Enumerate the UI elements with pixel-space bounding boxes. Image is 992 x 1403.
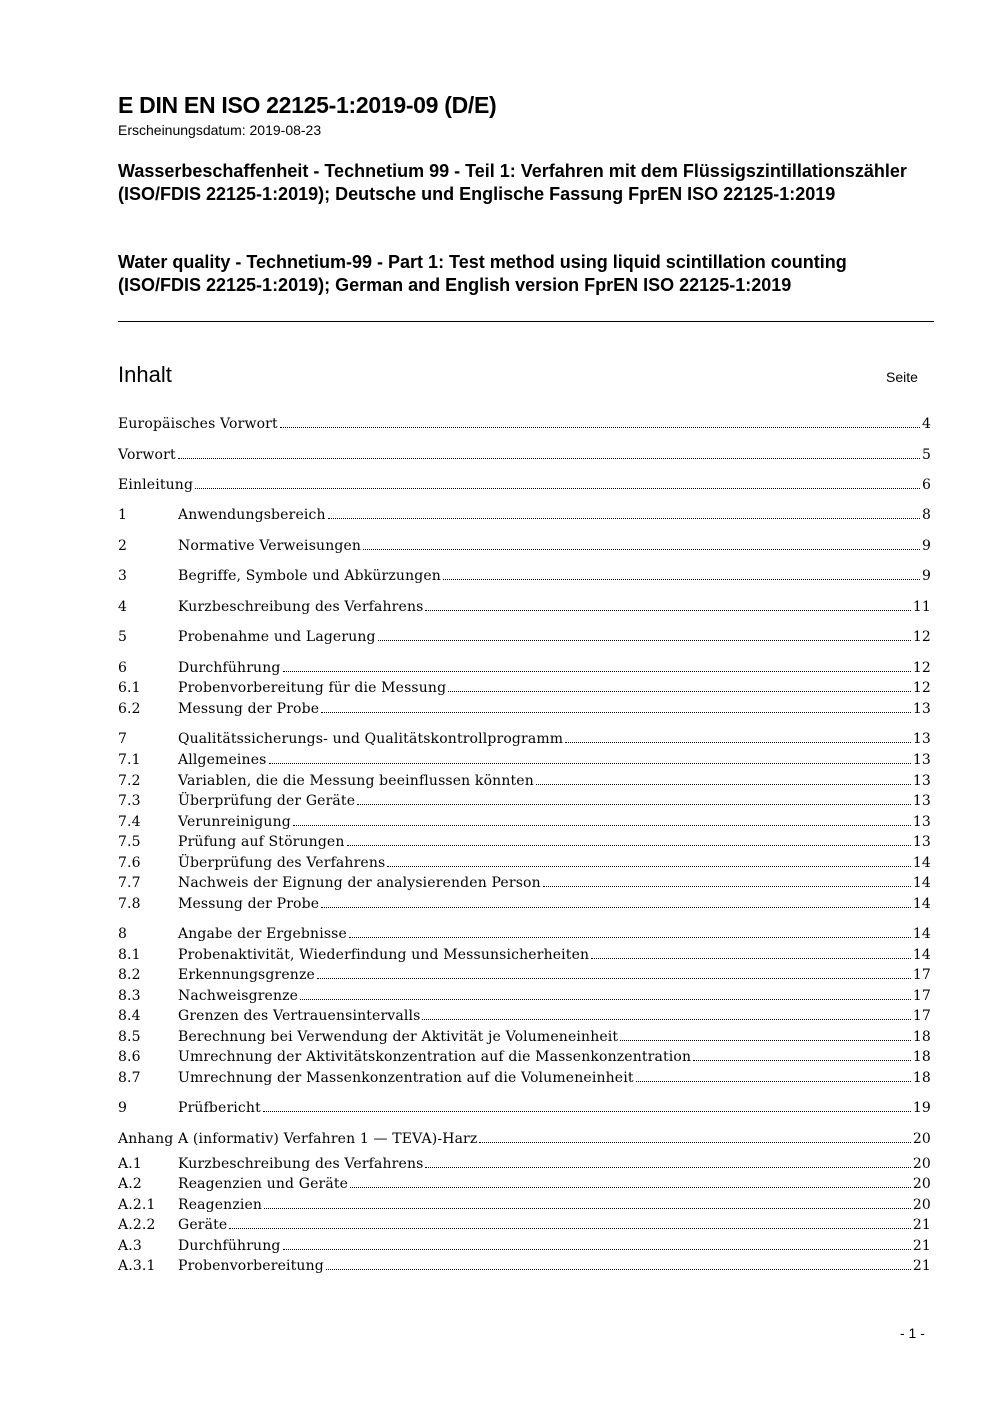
toc-entry-page: 21 (912, 1238, 931, 1254)
toc-dot-leader (326, 1268, 911, 1270)
toc-entry-page: 12 (912, 660, 931, 676)
toc-entry[interactable] (118, 814, 931, 835)
toc-entry-page: 21 (912, 1217, 931, 1233)
toc-entry[interactable] (118, 1008, 931, 1029)
toc-entry-page: 6 (921, 477, 931, 493)
toc-entry-title: Umrechnung der Aktivitätskonzentration auf die Massenkonzentration (178, 1049, 692, 1065)
toc-entry[interactable] (118, 875, 931, 896)
toc-entry[interactable] (118, 731, 931, 752)
toc-entry-number: 6.1 (118, 680, 141, 696)
toc-dot-leader (425, 609, 910, 611)
toc-entry-title: Berechnung bei Verwendung der Aktivität je Volumeneinheit (178, 1029, 619, 1045)
toc-entry[interactable] (118, 599, 931, 620)
toc-entry-page: 20 (912, 1131, 931, 1147)
toc-entry-title: Variablen, die die Messung beeinflussen könnten (178, 773, 534, 789)
toc-entry-number: A.2.1 (118, 1197, 156, 1213)
toc-entry[interactable] (118, 1238, 931, 1259)
toc-entry[interactable] (118, 773, 931, 794)
toc-entry[interactable] (118, 660, 931, 681)
toc-entry-page: 4 (921, 416, 931, 432)
toc-entry-title: Probenahme und Lagerung (178, 629, 376, 645)
toc-dot-leader (448, 690, 911, 692)
toc-entry-number: 8.7 (118, 1070, 141, 1086)
toc-entry[interactable] (118, 1258, 931, 1279)
toc-entry-page: 14 (912, 896, 931, 912)
toc-entry-page: 20 (912, 1176, 931, 1192)
toc-entry-number: 8 (118, 926, 128, 942)
toc-entry-title: Verunreinigung (178, 814, 291, 830)
toc-dot-leader (479, 1141, 910, 1143)
toc-dot-leader (195, 487, 920, 489)
document-title: E DIN EN ISO 22125-1:2019-09 (D/E) (118, 92, 497, 118)
toc-dot-leader (328, 517, 920, 519)
toc-entry-title: Probenaktivität, Wiederfindung und Messunsicherheiten (178, 947, 590, 963)
toc-entry-title: Europäisches Vorwort (118, 416, 278, 432)
toc-entry[interactable] (118, 896, 931, 917)
toc-entry-title: Anhang A (informativ) Verfahren 1 — TEVA)-Harz (118, 1131, 478, 1147)
toc-entry-number: 1 (118, 507, 128, 523)
toc-entry-page: 13 (912, 701, 931, 717)
toc-entry-title: Prüfbericht (178, 1100, 261, 1116)
toc-dot-leader (443, 578, 920, 580)
toc-entry-title: Begriffe, Symbole und Abkürzungen (178, 568, 441, 584)
header-divider (118, 321, 934, 322)
toc-entry-page: 18 (912, 1070, 931, 1086)
toc-dot-leader (636, 1080, 911, 1082)
toc-entry-page: 9 (921, 538, 931, 554)
toc-entry[interactable] (118, 538, 931, 559)
toc-entry-number: 7.4 (118, 814, 141, 830)
toc-entry-title: Überprüfung des Verfahrens (178, 855, 386, 871)
toc-entry-title: Prüfung auf Störungen (178, 834, 345, 850)
toc-dot-leader (321, 711, 911, 713)
toc-dot-leader (269, 762, 911, 764)
toc-entry-page: 13 (912, 814, 931, 830)
toc-entry-title: Kurzbeschreibung des Verfahrens (178, 1156, 424, 1172)
toc-entry-page: 18 (912, 1049, 931, 1065)
toc-entry-page: 14 (912, 926, 931, 942)
toc-dot-leader (347, 844, 911, 846)
toc-entry-title: Messung der Probe (178, 896, 320, 912)
toc-entry-title: Erkennungsgrenze (178, 967, 315, 983)
toc-entry-page: 12 (912, 629, 931, 645)
toc-entry-page: 9 (921, 568, 931, 584)
toc-dot-leader (693, 1059, 911, 1061)
toc-entry[interactable] (118, 793, 931, 814)
toc-entry-page: 5 (921, 447, 931, 463)
toc-entry-title: Normative Verweisungen (178, 538, 362, 554)
toc-entry-title: Probenvorbereitung (178, 1258, 324, 1274)
toc-entry[interactable] (118, 1100, 931, 1121)
toc-entry[interactable] (118, 1049, 931, 1070)
toc-entry-title: Allgemeines (178, 752, 267, 768)
toc-entry-number: 8.3 (118, 988, 141, 1004)
toc-entry-number: 9 (118, 1100, 128, 1116)
toc-entry[interactable] (118, 752, 931, 773)
toc-entry-title: Probenvorbereitung für die Messung (178, 680, 447, 696)
toc-entry[interactable] (118, 1029, 931, 1050)
title-english: Water quality - Technetium-99 - Part 1: Test method using liquid scintillation counting (ISO/FDIS 22125-1:2019); German and English version FprEN ISO 22125-1:2019 (118, 252, 847, 295)
toc-entry-page: 20 (912, 1156, 931, 1172)
toc-entry-number: 7.6 (118, 855, 141, 871)
toc-entry-title: Nachweisgrenze (178, 988, 299, 1004)
toc-entry-page: 17 (912, 988, 931, 1004)
toc-entry[interactable] (118, 1176, 931, 1197)
toc-dot-leader (363, 548, 920, 550)
toc-dot-leader (283, 670, 911, 672)
toc-entry[interactable] (118, 988, 931, 1009)
toc-entry-page: 12 (912, 680, 931, 696)
toc-entry-title: Messung der Probe (178, 701, 320, 717)
toc-entry-number: 6 (118, 660, 128, 676)
toc-entry-page: 13 (912, 773, 931, 789)
toc-dot-leader (317, 977, 911, 979)
toc-entry-number: 8.5 (118, 1029, 141, 1045)
toc-entry-page: 13 (912, 752, 931, 768)
publication-date: Erscheinungsdatum: 2019-08-23 (118, 122, 322, 138)
toc-entry[interactable] (118, 1197, 931, 1218)
toc-entry-number: A.2 (118, 1176, 142, 1192)
toc-entry[interactable] (118, 629, 931, 650)
toc-dot-leader (425, 1166, 910, 1168)
toc-entry[interactable] (118, 1217, 931, 1238)
toc-entry-number: 7.1 (118, 752, 141, 768)
toc-entry-page: 17 (912, 967, 931, 983)
toc-dot-leader (378, 639, 911, 641)
toc-entry[interactable] (118, 680, 931, 701)
toc-entry-number: 4 (118, 599, 128, 615)
toc-entry-title: Qualitätssicherungs- und Qualitätskontrollprogramm (178, 731, 564, 747)
toc-dot-leader (591, 957, 911, 959)
toc-dot-leader (300, 998, 911, 1000)
toc-dot-leader (536, 783, 911, 785)
toc-entry-number: 5 (118, 629, 128, 645)
toc-entry-title: Angabe der Ergebnisse (178, 926, 347, 942)
toc-entry-title: Vorwort (118, 447, 176, 463)
toc-entry-title: Durchführung (178, 1238, 281, 1254)
footer-page-number: - 1 - (900, 1325, 925, 1341)
toc-heading: Inhalt (118, 362, 172, 387)
toc-entry[interactable] (118, 926, 931, 947)
toc-entry[interactable] (118, 447, 931, 468)
toc-entry[interactable] (118, 477, 931, 498)
toc-entry-page: 13 (912, 731, 931, 747)
toc-dot-leader (293, 824, 911, 826)
toc-entry-page: 17 (912, 1008, 931, 1024)
toc-dot-leader (349, 936, 911, 938)
toc-entry[interactable] (118, 507, 931, 528)
toc-dot-leader (357, 803, 911, 805)
toc-dot-leader (387, 865, 911, 867)
toc-entry-page: 21 (912, 1258, 931, 1274)
toc-dot-leader (264, 1207, 911, 1209)
toc-dot-leader (263, 1110, 911, 1112)
toc-page-column-label: Seite (886, 369, 918, 385)
toc-entry-title: Überprüfung der Geräte (178, 793, 356, 809)
toc-entry-number: A.2.2 (118, 1217, 156, 1233)
toc-entry-page: 20 (912, 1197, 931, 1213)
toc-dot-leader (178, 457, 920, 459)
toc-entry-number: 8.6 (118, 1049, 141, 1065)
toc-dot-leader (350, 1186, 911, 1188)
toc-dot-leader (620, 1039, 911, 1041)
toc-entry-number: 7.5 (118, 834, 141, 850)
toc-entry-number: 6.2 (118, 701, 141, 717)
toc-entry[interactable] (118, 834, 931, 855)
toc-entry-number: 2 (118, 538, 128, 554)
toc-entry-page: 14 (912, 855, 931, 871)
toc-entry-page: 14 (912, 875, 931, 891)
toc-entry-title: Nachweis der Eignung der analysierenden Person (178, 875, 541, 891)
toc-entry[interactable] (118, 1131, 931, 1152)
toc-dot-leader (321, 906, 911, 908)
toc-entry[interactable] (118, 1156, 931, 1177)
title-german: Wasserbeschaffenheit - Technetium 99 - Teil 1: Verfahren mit dem Flüssigszintillationszähler (ISO/FDIS 22125-1:2019); Deutsche und Englische Fassung FprEN ISO 22125-1:2019 (118, 161, 907, 204)
toc-entry-title: Einleitung (118, 477, 194, 493)
toc-dot-leader (280, 426, 920, 428)
toc-dot-leader (283, 1248, 911, 1250)
toc-entry-title: Reagenzien und Geräte (178, 1176, 349, 1192)
toc-entry-number: 8.1 (118, 947, 141, 963)
toc-entry-number: 7 (118, 731, 128, 747)
toc-entry-title: Grenzen des Vertrauensintervalls (178, 1008, 421, 1024)
toc-entry-number: 3 (118, 568, 128, 584)
toc-entry-number: 8.2 (118, 967, 141, 983)
toc-entry-page: 8 (921, 507, 931, 523)
toc-dot-leader (422, 1018, 910, 1020)
toc-entry-page: 18 (912, 1029, 931, 1045)
toc-entry[interactable] (118, 947, 931, 968)
toc-entry-number: 7.3 (118, 793, 141, 809)
toc-entry-page: 19 (912, 1100, 931, 1116)
toc-entry[interactable] (118, 568, 931, 589)
toc-entry-number: 7.8 (118, 896, 141, 912)
toc-dot-leader (543, 885, 911, 887)
toc-entry-number: A.3 (118, 1238, 142, 1254)
toc-entry-page: 11 (912, 599, 931, 615)
toc-entry[interactable] (118, 1070, 931, 1091)
toc-entry-number: A.3.1 (118, 1258, 156, 1274)
toc-entry-page: 13 (912, 793, 931, 809)
toc-entry-page: 14 (912, 947, 931, 963)
toc-entry-page: 13 (912, 834, 931, 850)
toc-entry[interactable] (118, 855, 931, 876)
toc-entry-title: Umrechnung der Massenkonzentration auf die Volumeneinheit (178, 1070, 634, 1086)
toc-entry-title: Kurzbeschreibung des Verfahrens (178, 599, 424, 615)
toc-entry-title: Reagenzien (178, 1197, 263, 1213)
toc-entry[interactable] (118, 967, 931, 988)
toc-dot-leader (565, 741, 911, 743)
toc-entry-number: 7.2 (118, 773, 141, 789)
toc-entry-number: 8.4 (118, 1008, 141, 1024)
toc-entry-title: Durchführung (178, 660, 281, 676)
toc-dot-leader (229, 1227, 911, 1229)
toc-entry-number: A.1 (118, 1156, 142, 1172)
toc-entry-title: Anwendungsbereich (178, 507, 326, 523)
toc-entry-title: Geräte (178, 1217, 228, 1233)
toc-entry-number: 7.7 (118, 875, 141, 891)
toc-entry[interactable] (118, 416, 931, 437)
toc-entry[interactable] (118, 701, 931, 722)
